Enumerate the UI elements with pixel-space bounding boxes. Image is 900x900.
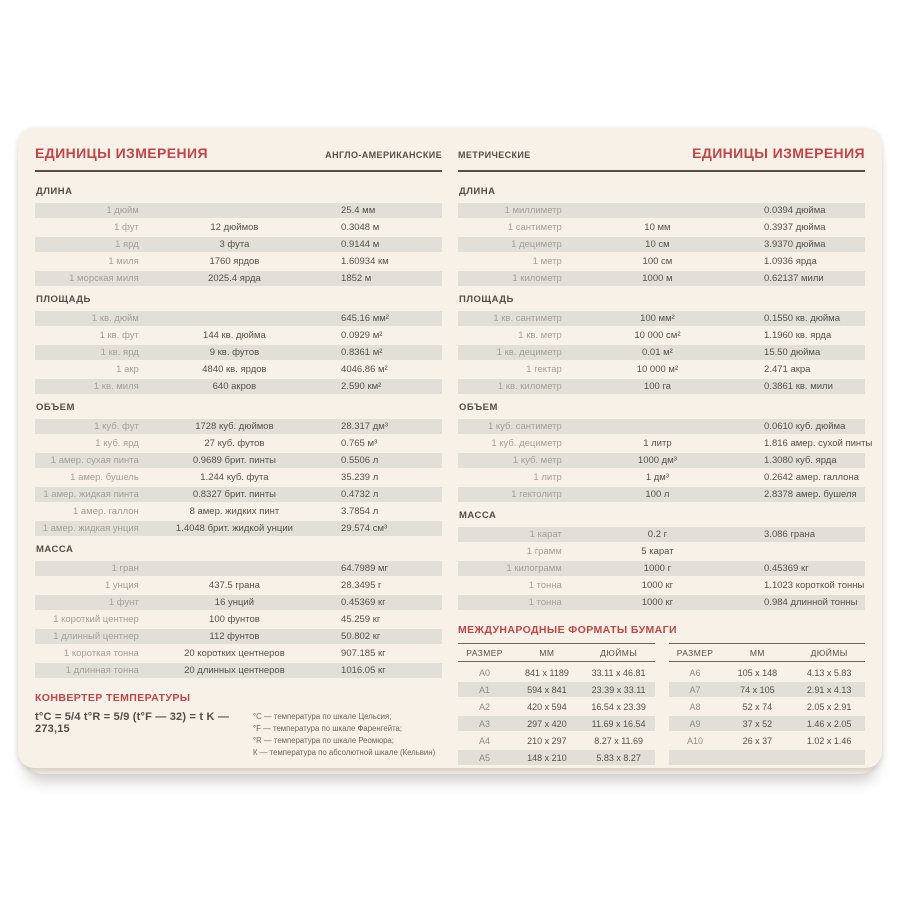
temperature-legend [253,711,442,759]
paper-column-header: РАЗМЕР [466,647,503,658]
units-section [35,294,442,394]
paper-mm: 52 x 74 [742,701,773,712]
unit-label: 1 короткий центнер [53,614,139,625]
unit-value: 0.0929 м² [341,330,383,341]
unit-value: 0.8361 м² [341,347,383,358]
unit-label: 1 амер. бушель [70,472,139,483]
table-row [458,453,865,468]
table-row [669,682,866,697]
table-row [35,629,442,644]
unit-value: 0.2642 амер. галлона [764,472,859,483]
table-row [35,663,442,678]
temperature-converter-title: КОНВЕРТЕР ТЕМПЕРАТУРЫ [35,692,191,704]
table-row [458,328,865,343]
unit-value: 0.765 м³ [341,438,378,449]
unit-equivalent: 4840 кв. ярдов [202,364,267,375]
table-row [458,254,865,269]
table-row [458,419,865,434]
table-row [35,311,442,326]
table-row [458,595,865,610]
paper-mm: 594 x 841 [527,684,567,695]
unit-equivalent: 1728 куб. дюймов [195,421,274,432]
paper-inches: 4.13 x 5.83 [806,667,852,678]
unit-equivalent: 0.9689 брит. пинты [192,455,277,466]
table-row [458,271,865,286]
table-row [35,436,442,451]
unit-equivalent: 100 га [643,381,671,392]
table-row [458,379,865,394]
unit-value: 1.816 амер. сухой пинты [764,438,873,449]
paper-column-header: ДЮЙМЫ [600,647,638,658]
unit-equivalent: 27 куб. футов [204,438,265,449]
unit-label: 1 ярд [115,239,139,250]
unit-value: 0.9144 м [341,239,380,250]
unit-label: 1 карат [529,529,562,540]
unit-label: 1 акр [116,364,139,375]
units-section [35,544,442,678]
unit-value: 0.3937 дюйма [764,222,826,233]
unit-label: 1 дециметр [511,239,562,250]
page-subtitle-anglo-american: АНГЛО-АМЕРИКАНСКИЕ [325,150,442,160]
paper-size: A9 [689,718,701,729]
section-title: МАССА [36,544,74,555]
unit-value: 0.1550 кв. дюйма [764,313,840,324]
unit-equivalent: 10 см [645,239,670,250]
table-row [458,436,873,451]
page-title: ЕДИНИЦЫ ИЗМЕРЕНИЯ [692,145,865,161]
table-row [35,237,442,252]
paper-size: A3 [479,718,491,729]
unit-label: 1 кв. фут [99,330,139,341]
left-column-header [35,145,442,172]
planner-page [18,128,882,768]
unit-value: 2.471 акра [764,364,811,375]
table-row [35,561,442,576]
unit-label: 1 кв. дюйм [91,313,139,324]
table-row [458,470,865,485]
unit-equivalent: 9 кв. футов [209,347,260,358]
unit-equivalent: 437.5 грана [208,580,260,591]
unit-value: 28.3495 г [341,580,382,591]
unit-label: 1 фунт [108,597,139,608]
unit-value: 4046.86 м² [341,364,388,375]
paper-mm: 105 x 148 [737,667,778,678]
table-row [35,578,442,593]
unit-value: 3.086 грана [764,529,816,540]
unit-value: 645.16 мм² [341,313,389,324]
paper-inches: 23.39 x 33.11 [591,684,646,695]
unit-equivalent: 640 акров [212,381,257,392]
paper-column-header: ММ [539,647,555,658]
unit-equivalent: 8 амер. жидких пинт [189,506,280,517]
unit-value: 2.590 км² [341,381,382,392]
unit-label: 1 килограмм [506,563,562,574]
unit-label: 1 морская миля [69,273,139,284]
table-row [458,487,865,502]
table-row [458,716,655,731]
section-title: ПЛОЩАДЬ [459,294,514,305]
left-sections [35,178,442,680]
temperature-legend-line: °C — температура по шкале Цельсия; [252,712,392,721]
unit-equivalent: 1000 кг [641,580,674,591]
unit-label: 1 миля [108,256,139,267]
unit-equivalent: 0.01 м² [642,347,673,358]
table-row [458,362,865,377]
table-row [35,419,442,434]
unit-label: 1 кв. сантиметр [493,313,562,324]
unit-label: 1 литр [533,472,562,483]
right-sections [458,178,873,612]
unit-label: 1 амер. жидкая унция [42,523,139,534]
paper-inches: 1.46 x 2.05 [806,718,852,729]
table-row [458,699,655,714]
table-row [35,504,442,519]
unit-value: 1852 м [341,273,372,284]
unit-equivalent: 1000 г [643,563,672,574]
table-row [458,220,865,235]
unit-equivalent: 20 длинных центнеров [184,665,285,676]
paper-mm: 37 x 52 [742,718,773,729]
table-row [458,311,865,326]
paper-mm: 26 x 37 [742,735,773,746]
paper-column-header: ММ [749,647,765,658]
paper-size: A6 [689,667,701,678]
unit-value: 2.8378 амер. бушеля [764,489,857,500]
unit-label: 1 миллиметр [504,205,562,216]
unit-value: 0.0394 дюйма [764,205,826,216]
temperature-converter-body [35,711,442,759]
unit-label: 1 куб. фут [94,421,139,432]
unit-label: 1 дюйм [106,205,139,216]
paper-mm: 210 x 297 [527,735,567,746]
unit-equivalent: 2025.4 ярда [208,273,261,284]
unit-value: 1016.05 кг [341,665,386,676]
paper-inches: 2.05 x 2.91 [806,701,852,712]
paper-mm: 841 x 1189 [524,667,569,678]
unit-equivalent: 5 карат [641,546,674,557]
unit-value: 0.5506 л [341,455,379,466]
table-row [35,362,442,377]
section-title: ДЛИНА [36,186,73,197]
units-section [35,186,442,286]
unit-equivalent: 144 кв. дюйма [203,330,266,341]
table-row [35,521,442,536]
unit-label: 1 грамм [526,546,562,557]
unit-equivalent: 10 мм [644,222,671,233]
table-row [458,733,655,748]
unit-value: 1.3080 куб. ярда [764,455,837,466]
temperature-legend-line: К — температура по абсолютной шкале (Кельвин) [252,748,436,758]
table-row [35,453,442,468]
paper-format-table [669,643,866,767]
unit-label: 1 кв. метр [518,330,562,341]
table-row [458,750,655,765]
unit-value: 3.9370 дюйма [764,239,826,250]
unit-label: 1 длинная тонна [65,665,139,676]
unit-value: 907.185 кг [341,648,386,659]
unit-equivalent: 0.2 г [647,529,668,540]
unit-value: 0.4732 л [341,489,379,500]
section-title: МАССА [459,510,497,521]
table-row [458,682,655,697]
paper-table-header [458,643,655,662]
unit-equivalent: 1000 м [642,273,673,284]
table-row [35,345,442,360]
unit-value: 0.45369 кг [764,563,809,574]
unit-value: 0.62137 мили [764,273,824,284]
table-row [458,561,865,576]
paper-mm: 74 x 105 [740,684,775,695]
unit-label: 1 кв. километр [497,381,562,392]
paper-inches: 5.83 x 8.27 [596,752,641,763]
unit-equivalent: 100 см [642,256,673,267]
unit-label: 1 гран [111,563,139,574]
unit-label: 1 куб. ярд [95,438,139,449]
unit-equivalent: 1000 кг [641,597,674,608]
unit-value: 3.7854 л [341,506,379,517]
table-row [35,470,442,485]
table-row [458,544,865,559]
section-title: ПЛОЩАДЬ [36,294,91,305]
unit-equivalent: 10 000 см² [634,330,681,341]
table-row [458,665,655,680]
paper-inches: 8.27 x 11.69 [594,735,644,746]
table-row [35,612,442,627]
left-column [35,145,442,756]
table-row [35,271,442,286]
paper-size: A10 [687,735,704,746]
unit-value: 15.50 дюйма [764,347,821,358]
table-row [35,254,442,269]
unit-label: 1 амер. жидкая пинта [43,489,139,500]
table-row [35,379,442,394]
paper-formats [458,624,865,767]
page-subtitle-metric: МЕТРИЧЕСКИЕ [458,150,531,160]
temperature-legend-line: °F — температура по шкале Фаренгейта; [252,724,403,734]
unit-value: 1.1023 короткой тонны [764,580,865,591]
table-row [669,665,866,680]
page-title: ЕДИНИЦЫ ИЗМЕРЕНИЯ [35,145,208,161]
unit-value: 1.0936 ярда [764,256,817,267]
unit-value: 0.45369 кг [341,597,386,608]
unit-equivalent: 1 литр [643,438,672,449]
units-section [458,186,865,286]
unit-value: 35.239 л [341,472,379,483]
unit-value: 45.259 кг [341,614,381,625]
unit-equivalent: 1.244 куб. фута [200,472,269,483]
units-section [458,294,865,394]
temperature-formula: t°C = 5/4 t°R = 5/9 (t°F — 32) = t K — 273,15 [35,711,230,735]
table-row [669,750,866,765]
unit-value: 0.3861 кв. мили [764,381,833,392]
paper-format-table [458,643,655,767]
unit-label: 1 кв. ярд [100,347,139,358]
unit-label: 1 длинный центнер [53,631,139,642]
unit-equivalent: 1000 дм³ [637,455,677,466]
table-row [35,595,442,610]
table-row [669,733,866,748]
table-row [669,716,866,731]
paper-mm: 297 x 420 [527,718,567,729]
unit-label: 1 амер. сухая пинта [50,455,139,466]
units-section [35,402,442,536]
unit-equivalent: 100 мм² [640,313,675,324]
table-row [35,646,442,661]
paper-inches: 11.69 x 16.54 [591,718,646,729]
unit-value: 0.3048 м [341,222,380,233]
right-column-header [458,145,865,172]
paper-formats-title: МЕЖДУНАРОДНЫЕ ФОРМАТЫ БУМАГИ [458,624,677,636]
unit-label: 1 километр [512,273,562,284]
unit-equivalent: 12 дюймов [210,222,259,233]
unit-equivalent: 0.8327 брит. пинты [192,489,277,500]
paper-inches: 2.91 x 4.13 [806,684,852,695]
table-row [458,345,865,360]
table-row [458,203,865,218]
unit-label: 1 гектолитр [511,489,562,500]
unit-value: 29.574 см³ [341,523,388,534]
unit-label: 1 куб. метр [512,455,562,466]
paper-formats-tables [458,643,865,767]
paper-size: A7 [689,684,701,695]
unit-equivalent: 20 коротких центнеров [184,648,285,659]
temperature-legend-line: °R — температура по шкале Реомюра; [252,736,394,746]
unit-label: 1 метр [532,256,562,267]
paper-inches: 16.54 x 23.39 [591,701,646,712]
temperature-converter [35,692,442,759]
unit-label: 1 тонна [528,580,562,591]
table-row [458,578,865,593]
unit-label: 1 фут [114,222,139,233]
paper-size: A5 [479,752,491,763]
units-section [458,402,873,502]
unit-value: 1.60934 км [341,256,389,267]
unit-label: 1 гектар [526,364,562,375]
paper-table-header [669,643,866,662]
paper-mm: 420 x 594 [527,701,567,712]
unit-label: 1 сантиметр [507,222,562,233]
paper-size: A8 [689,701,701,712]
unit-label: 1 унция [105,580,139,591]
unit-label: 1 короткая тонна [63,648,139,659]
table-row [35,328,442,343]
paper-inches: 33.11 x 46.81 [591,667,646,678]
right-column [458,145,873,763]
unit-equivalent: 1.4048 брит. жидкой унции [175,523,293,534]
paper-column-header: РАЗМЕР [676,647,714,658]
unit-equivalent: 100 фунтов [209,614,260,625]
unit-value: 64.7989 мг [341,563,389,574]
paper-inches: 1.02 x 1.46 [806,735,852,746]
table-row [35,220,442,235]
paper-size: A4 [479,735,491,746]
unit-equivalent: 1760 ярдов [209,256,260,267]
unit-equivalent: 112 фунтов [209,631,260,642]
unit-equivalent: 1 дм³ [645,472,669,483]
paper-column-header: ДЮЙМЫ [810,647,848,658]
paper-size: A0 [479,667,491,678]
unit-value: 25.4 мм [341,205,376,216]
unit-label: 1 тонна [528,597,562,608]
unit-value: 0.984 длинной тонны [764,597,858,608]
unit-label: 1 куб. сантиметр [487,421,562,432]
paper-size: A1 [479,684,491,695]
unit-equivalent: 3 фута [219,239,250,250]
unit-label: 1 кв. миля [93,381,139,392]
units-section [458,510,865,610]
unit-label: 1 куб. дециметр [491,438,562,449]
unit-value: 28.317 дм³ [341,421,388,432]
table-row [35,487,442,502]
unit-label: 1 кв. дециметр [496,347,562,358]
table-row [669,699,866,714]
unit-label: 1 амер. галлон [72,506,139,517]
table-row [458,237,865,252]
paper-size: A2 [479,701,491,712]
unit-equivalent: 100 л [645,489,670,500]
unit-value: 0.0610 куб. дюйма [764,421,846,432]
table-row [458,527,865,542]
table-row [35,203,442,218]
paper-mm: 148 x 210 [527,752,567,763]
unit-value: 50.802 кг [341,631,381,642]
section-title: ОБЪЕМ [36,402,75,413]
unit-equivalent: 16 унций [214,597,255,608]
unit-value: 1.1960 кв. ярда [764,330,832,341]
section-title: ОБЪЕМ [459,402,498,413]
unit-equivalent: 10 000 м² [636,364,679,375]
section-title: ДЛИНА [459,186,496,197]
